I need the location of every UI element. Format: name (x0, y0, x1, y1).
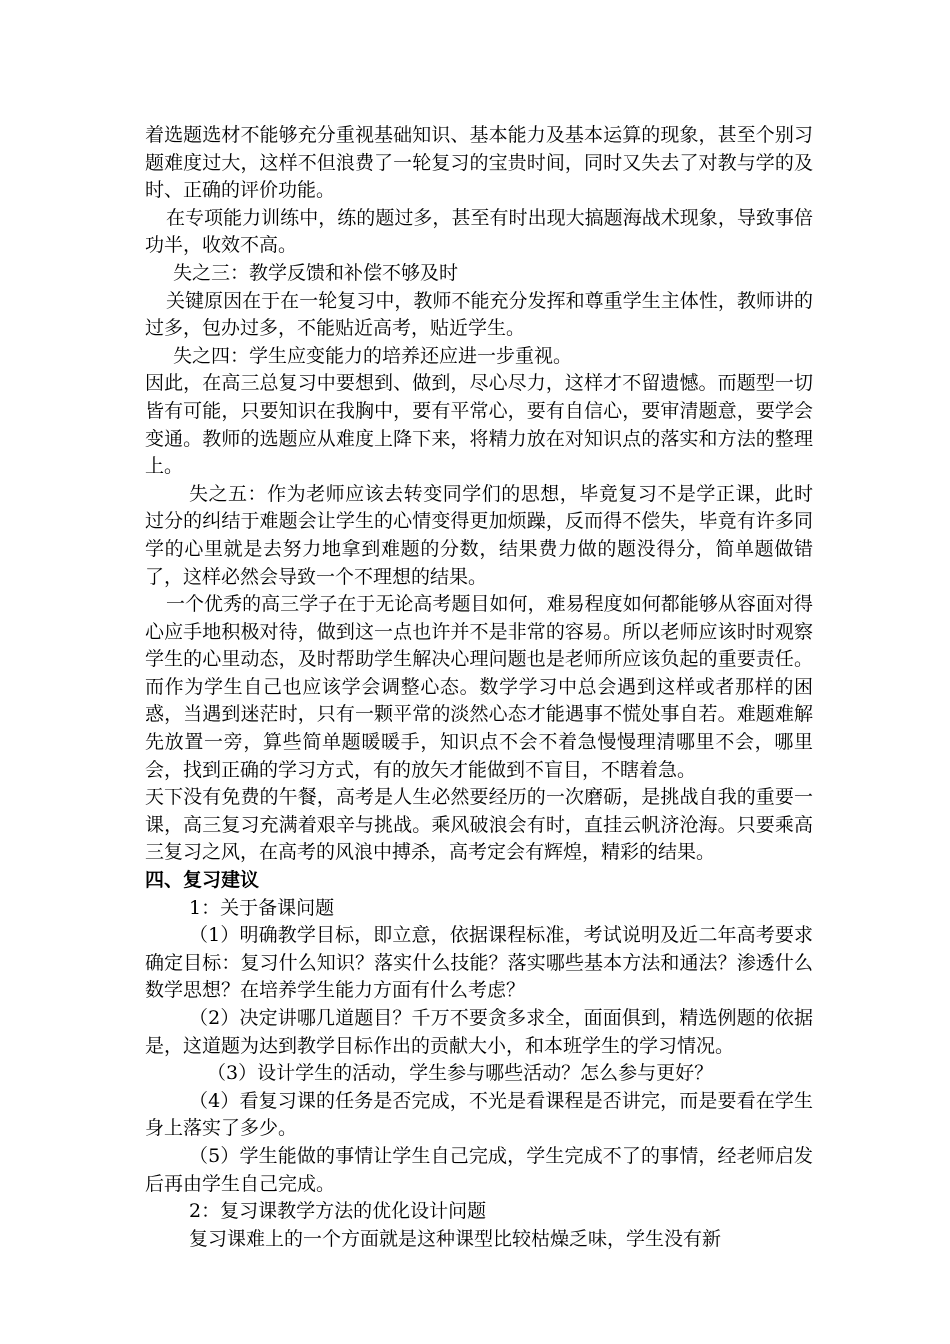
subheading-method-optimization: 2：复习课教学方法的优化设计问题 (189, 1200, 487, 1223)
paragraph-no-free-lunch: 天下没有免费的午餐，高考是人生必然要经历的一次磨砺，是挑战自我的重要一课，高三复习充满着艰辛与挑战。乘风破浪会有时，直挂云帆济沧海。只要乘高三复习之风，在高考的风浪中搏杀，高考定会有辉煌，精彩的结果。 (145, 786, 813, 864)
list-item-student-activities: （3）设计学生的活动，学生参与哪些活动？怎么参与更好？ (207, 1062, 714, 1085)
paragraph-special-training: 在专项能力训练中，练的题过多，甚至有时出现大搞题海战术现象，导致事倍功半，收效不高。 (145, 206, 813, 257)
section-heading-review-advice: 四、复习建议 (145, 869, 260, 892)
subheading-lesson-prep: 1：关于备课问题 (189, 896, 335, 919)
heading-loss-five: 失之五：作为老师应该去转变同学们的思想，毕竟复习不是学正课，此时过分的纠结于难题会让学生的心情变得更加烦躁，反而得不偿失，毕竟有许多同学的心里就是去努力地拿到难题的分数，结果费力做的题没得分，简单题做错了，这样必然会导致一个不理想的结果。 (145, 482, 813, 588)
heading-loss-four: 失之四：学生应变能力的培养还应进一步重视。 (173, 344, 573, 367)
document-page (145, 122, 813, 1253)
paragraph-exam-selection: 着选题选材不能够充分重视基础知识、基本能力及基本运算的现象，甚至个别习题难度过大，这样不但浪费了一轮复习的宝贵时间，同时又失去了对教与学的及时、正确的评价功能。 (145, 124, 813, 202)
paragraph-review-class-difficulty: 复习课难上的一个方面就是这种课型比较枯燥乏味，学生没有新 (189, 1227, 722, 1250)
paragraph-excellent-student: 一个优秀的高三学子在于无论高考题目如何，难易程度如何都能够从容面对得心应手地积极对待，做到这一点也许并不是非常的容易。所以老师应该时时观察学生的心里动态，及时帮助学生解决心理问题也是老师所应该负起的重要责任。而作为学生自己也应该学会调整心态。数学学习中总会遇到这样或者那样的困惑，当遇到迷茫时，只有一颗平常的淡然心态才能遇事不慌处事自若。难题难解先放置一旁，算些简单题暖暖手，知识点不会不着急慢慢理清哪里不会，哪里会，找到正确的学习方式，有的放矢才能做到不盲目，不瞎着急。 (145, 593, 813, 781)
list-item-choose-problems: （2）决定讲哪几道题目？千万不要贪多求全，面面俱到，精选例题的依据是，这道题为达到教学目标作出的贡献大小，和本班学生的学习情况。 (145, 1007, 813, 1057)
list-item-teaching-goals: （1）明确教学目标，即立意，依据课程标准，考试说明及近二年高考要求确定目标：复习什么知识？落实什么技能？落实哪些基本方法和通法？渗透什么数学思想？在培养学生能力方面有什么考虑？ (145, 924, 813, 1002)
heading-loss-three: 失之三：教学反馈和补偿不够及时 (173, 261, 459, 284)
list-item-task-completion: （4）看复习课的任务是否完成，不光是看课程是否讲完，而是要看在学生身上落实了多少。 (145, 1089, 813, 1140)
list-item-student-tasks: （5）学生能做的事情让学生自己完成，学生完成不了的事情，经老师启发后再由学生自己完成。 (145, 1144, 813, 1195)
paragraph-therefore: 因此，在高三总复习中要想到、做到，尽心尽力，这样才不留遗憾。而题型一切皆有可能，只要知识在我胸中，要有平常心，要有自信心，要审清题意，要学会变通。教师的选题应从难度上降下来，将精力放在对知识点的落实和方法的整理上。 (145, 372, 813, 478)
paragraph-key-reason: 关键原因在于在一轮复习中，教师不能充分发挥和尊重学生主体性，教师讲的过多，包办过多，不能贴近高考，贴近学生。 (145, 289, 813, 340)
